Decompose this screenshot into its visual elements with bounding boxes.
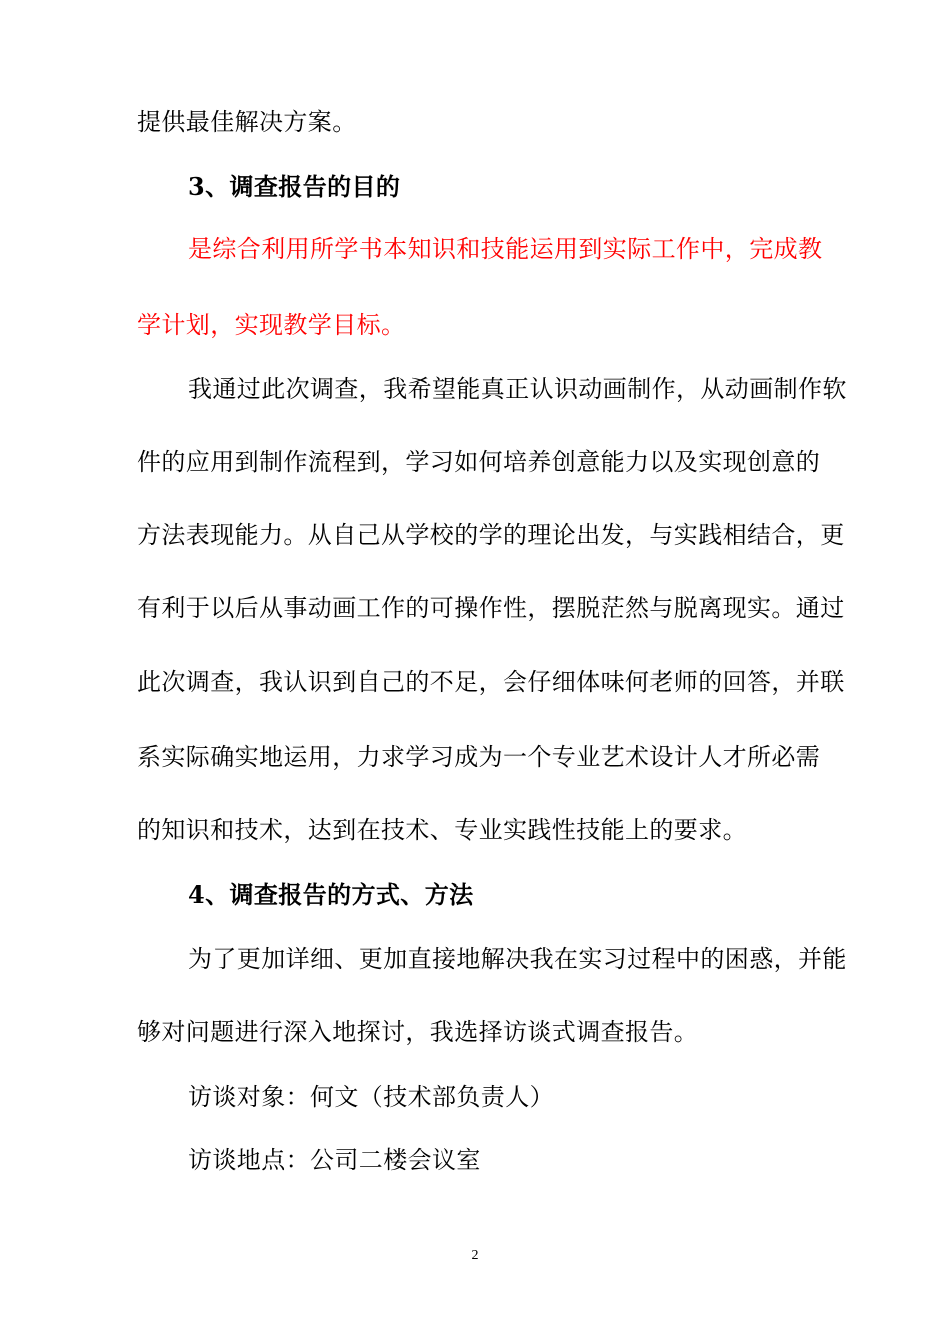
paragraph-line: 有利于以后从事动画工作的可操作性，摆脱茫然与脱离现实。通过 (137, 594, 845, 622)
interview-location: 访谈地点：公司二楼会议室 (188, 1146, 481, 1174)
paragraph-line: 系实际确实地运用，力求学习成为一个专业艺术设计人才所必需 (137, 743, 821, 771)
interview-subject: 访谈对象：何文（技术部负责人） (188, 1083, 554, 1111)
page-number: 2 (471, 1248, 479, 1263)
section-heading-method: 4、调查报告的方式、方法 (188, 880, 474, 909)
paragraph-line: 的知识和技术，达到在技术、专业实践性技能上的要求。 (137, 816, 747, 844)
paragraph-line: 方法表现能力。从自己从学校的学的理论出发，与实践相结合，更 (137, 521, 845, 549)
paragraph-line: 提供最佳解决方案。 (137, 108, 357, 136)
paragraph-line: 我通过此次调查，我希望能真正认识动画制作，从动画制作软 (188, 375, 847, 403)
paragraph-line: 此次调查，我认识到自己的不足，会仔细体味何老师的回答，并联 (137, 668, 845, 696)
paragraph-line: 件的应用到制作流程到，学习如何培养创意能力以及实现创意的 (137, 448, 821, 476)
highlighted-line: 是综合利用所学书本知识和技能运用到实际工作中，完成教 (188, 235, 823, 263)
section-heading-purpose: 3、调查报告的目的 (188, 172, 401, 201)
paragraph-line: 为了更加详细、更加直接地解决我在实习过程中的困惑，并能 (188, 945, 847, 973)
paragraph-line: 够对问题进行深入地探讨，我选择访谈式调查报告。 (137, 1018, 699, 1046)
highlighted-line: 学计划，实现教学目标。 (137, 311, 406, 339)
